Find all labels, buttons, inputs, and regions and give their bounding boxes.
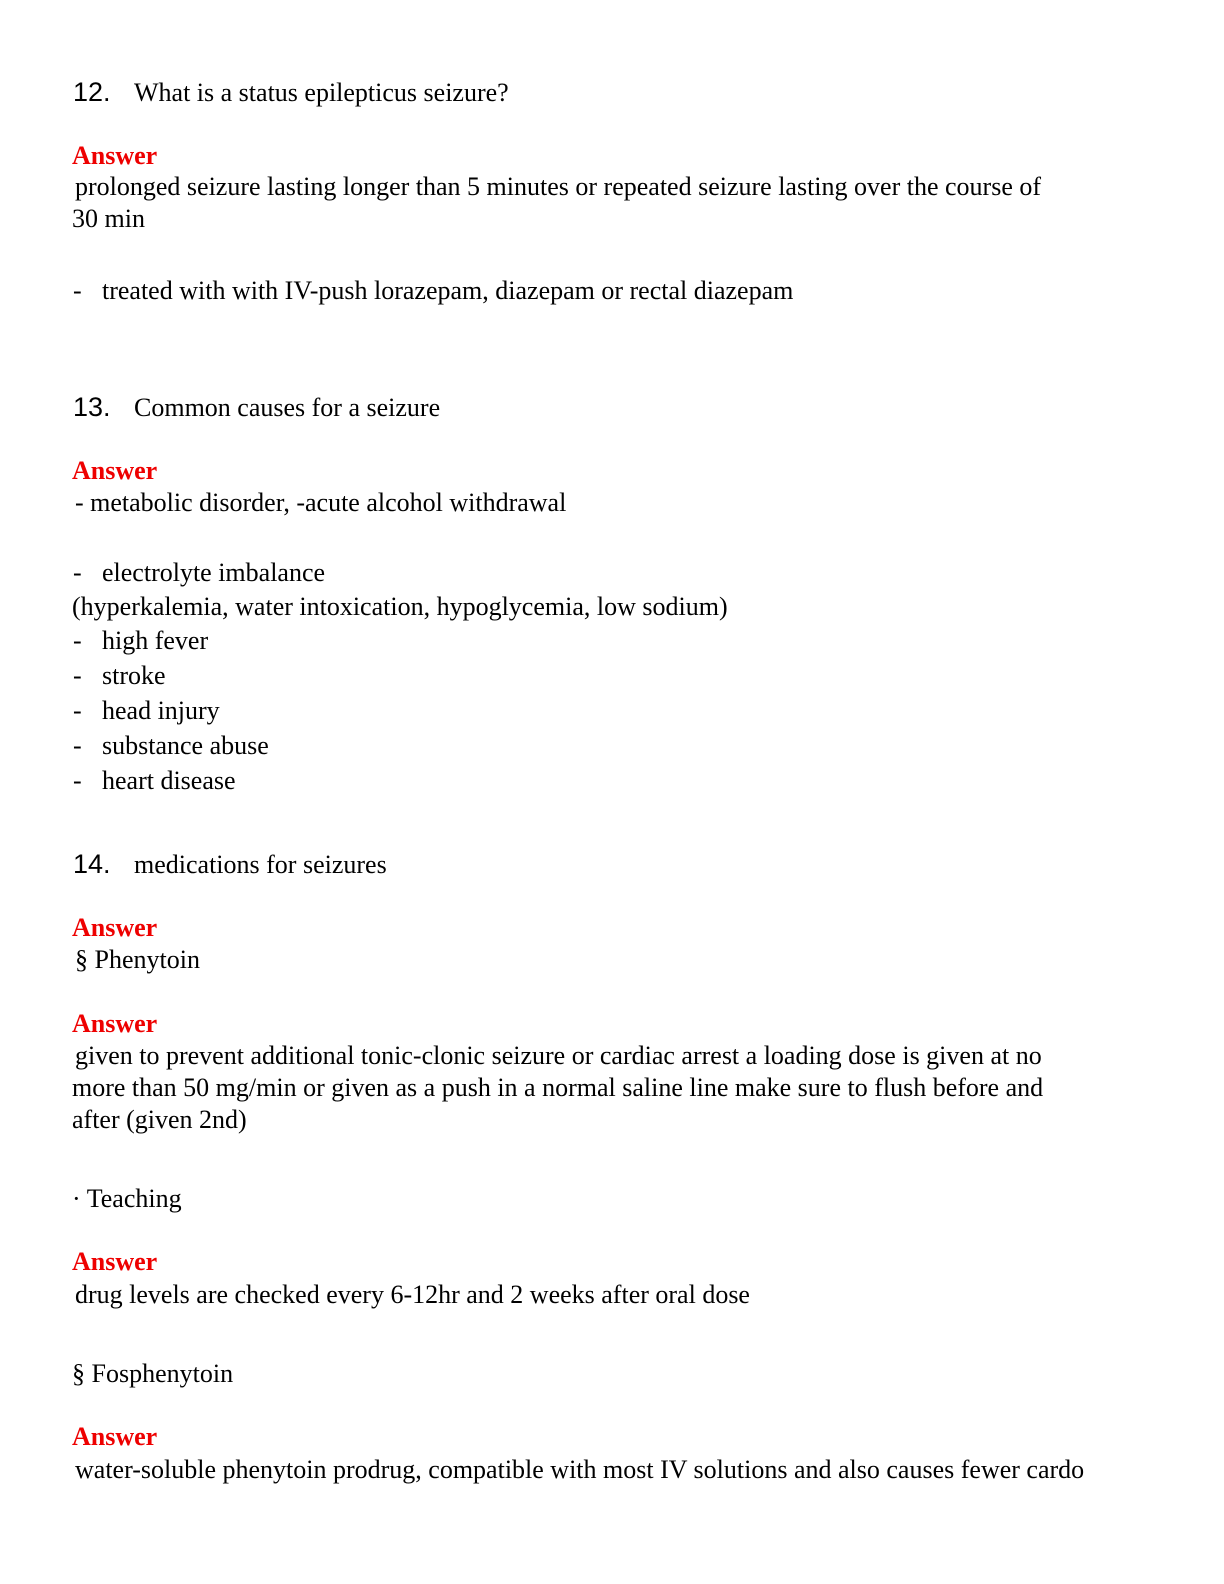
bullet-note: (hyperkalemia, water intoxication, hypoglycemia, low sodium)	[72, 592, 728, 621]
bullet-text: electrolyte imbalance	[102, 558, 326, 587]
answer-line: more than 50 mg/min or given as a push in a normal saline line make sure to flush before and	[72, 1073, 1044, 1102]
answer-label: Answer	[72, 1422, 158, 1451]
answer-line: given to prevent additional tonic-clonic seizure or cardiac arrest a loading dose is given at no	[75, 1041, 1042, 1070]
bullet-dash: -	[73, 626, 82, 655]
sub-prompt: § Fosphenytoin	[72, 1359, 234, 1388]
answer-label: Answer	[72, 1247, 158, 1276]
answer-label: Answer	[72, 141, 158, 170]
bullet-text: high fever	[102, 626, 209, 655]
question-number: 14.	[73, 849, 111, 879]
answer-line: - metabolic disorder, -acute alcohol withdrawal	[75, 488, 567, 517]
answer-line: § Phenytoin	[75, 945, 200, 974]
question-text: medications for seizures	[134, 850, 387, 879]
question-text: What is a status epilepticus seizure?	[134, 78, 509, 107]
answer-line: after (given 2nd)	[72, 1105, 247, 1134]
question-text: Common causes for a seizure	[134, 393, 441, 422]
bullet-text: stroke	[102, 661, 166, 690]
answer-line: prolonged seizure lasting longer than 5 minutes or repeated seizure lasting over the course of	[75, 172, 1042, 201]
answer-label: Answer	[72, 913, 158, 942]
bullet-dash: -	[73, 731, 82, 760]
answer-label: Answer	[72, 456, 158, 485]
answer-line: 30 min	[72, 204, 145, 233]
bullet-dash: -	[73, 661, 82, 690]
bullet-text: treated with with IV-push lorazepam, diazepam or rectal diazepam	[102, 276, 794, 305]
answer-line: drug levels are checked every 6-12hr and 2 weeks after oral dose	[75, 1280, 750, 1309]
bullet-text: substance abuse	[102, 731, 269, 760]
answer-line: water-soluble phenytoin prodrug, compatible with most IV solutions and also causes fewer cardo	[75, 1455, 1085, 1484]
answer-label: Answer	[72, 1009, 158, 1038]
sub-prompt: · Teaching	[72, 1184, 182, 1213]
bullet-dash: -	[73, 276, 82, 305]
bullet-dash: -	[73, 766, 82, 795]
bullet-dash: -	[73, 558, 82, 587]
question-number: 13.	[73, 392, 111, 422]
bullet-dash: -	[73, 696, 82, 725]
bullet-text: head injury	[102, 696, 220, 725]
bullet-text: heart disease	[102, 766, 236, 795]
question-number: 12.	[73, 77, 111, 107]
